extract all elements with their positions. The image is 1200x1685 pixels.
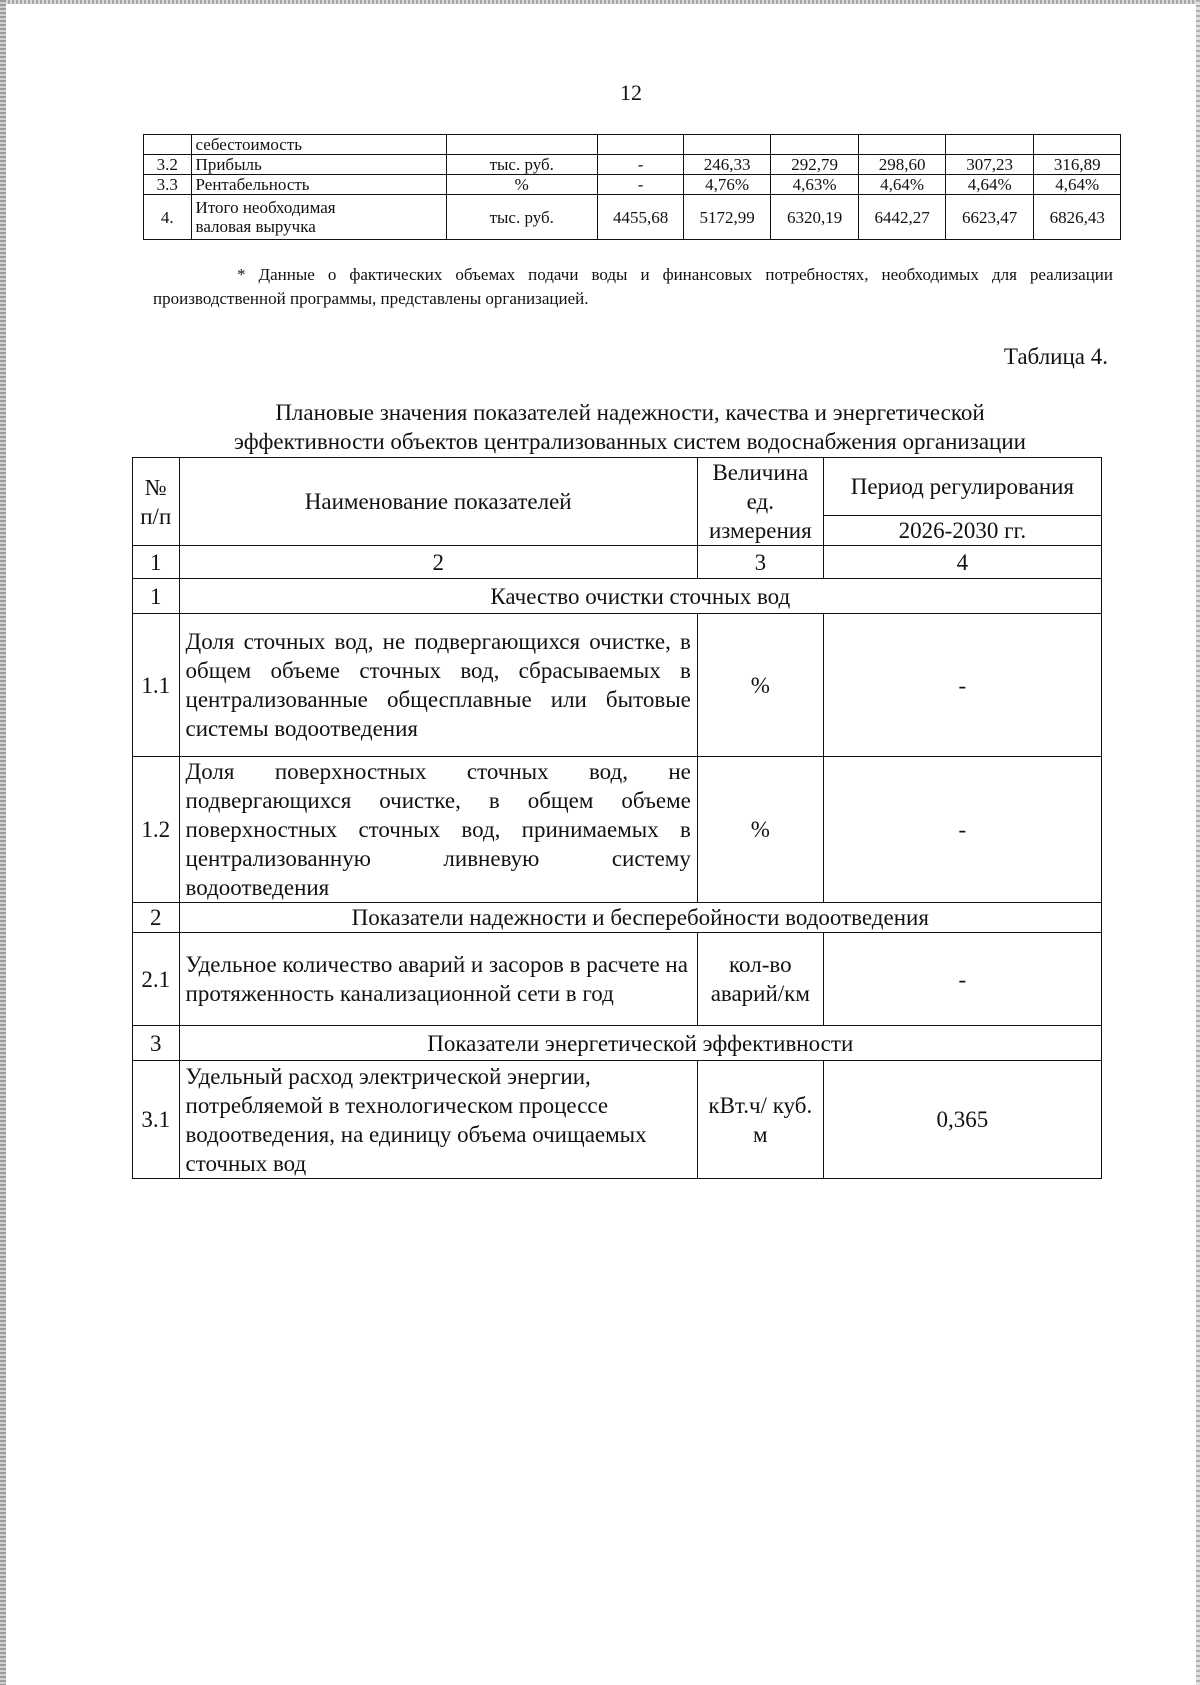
- row-number: 4.: [144, 195, 192, 240]
- row-value: 292,79: [770, 155, 859, 175]
- column-number: 2: [179, 546, 697, 579]
- row-value: -: [823, 614, 1101, 757]
- row-number: [144, 135, 192, 155]
- row-unit: кол-во аварий/км: [697, 933, 823, 1026]
- row-value: [1034, 135, 1121, 155]
- scan-edge-top: [0, 0, 1200, 4]
- row-value: 4,63%: [770, 175, 859, 195]
- scan-edge-left: [0, 0, 6, 1685]
- section-number: 1: [133, 579, 180, 614]
- row-value: [597, 135, 683, 155]
- table-row: [144, 195, 1121, 240]
- row-value: [770, 135, 859, 155]
- row-name: Доля сточных вод, не подвергающихся очистке, в общем объеме сточных вод, сбрасываемых в централизованные общесплавные или бытовые системы водоотведения: [179, 614, 697, 757]
- section-title: Показатели надежности и бесперебойности водоотведения: [179, 903, 1101, 933]
- header-row: [133, 458, 1102, 516]
- row-value: 246,33: [684, 155, 770, 175]
- table-row: [144, 135, 1121, 155]
- row-unit: %: [697, 757, 823, 903]
- row-name-line: валовая выручка: [195, 217, 316, 236]
- table-title: [150, 398, 1110, 456]
- row-value: 6442,27: [859, 195, 945, 240]
- section-title: Показатели энергетической эффективности: [179, 1026, 1101, 1061]
- row-name: себестоимость: [191, 135, 446, 155]
- section-row: [133, 1026, 1102, 1061]
- header-period: Период регулирования: [823, 458, 1101, 516]
- table-label: Таблица 4.: [1003, 344, 1108, 369]
- row-name-line: Итого необходимая: [195, 198, 336, 217]
- table-title-line: Плановые значения показателей надежности, качества и энергетической: [275, 400, 985, 425]
- row-value: 298,60: [859, 155, 945, 175]
- column-number: 4: [823, 546, 1101, 579]
- section-number: 2: [133, 903, 180, 933]
- row-value: 0,365: [823, 1061, 1101, 1179]
- row-value: 4455,68: [597, 195, 683, 240]
- row-unit: [446, 135, 597, 155]
- table-title-line: эффективности объектов централизованных систем водоснабжения организации: [234, 429, 1026, 454]
- row-unit: тыс. руб.: [446, 155, 597, 175]
- row-value: [684, 135, 770, 155]
- financial-table: [143, 134, 1121, 240]
- row-value: -: [823, 933, 1101, 1026]
- table-row: [144, 175, 1121, 195]
- row-number: 1.1: [133, 614, 180, 757]
- indicators-table: [132, 457, 1102, 1179]
- table-row: [133, 757, 1102, 903]
- row-value: 307,23: [945, 155, 1034, 175]
- column-number: 1: [133, 546, 180, 579]
- row-value: 6320,19: [770, 195, 859, 240]
- row-value: 6623,47: [945, 195, 1034, 240]
- row-name: Прибыль: [191, 155, 446, 175]
- row-unit: тыс. руб.: [446, 195, 597, 240]
- header-name: Наименование показателей: [179, 458, 697, 546]
- table-row: [133, 933, 1102, 1026]
- row-value: -: [597, 155, 683, 175]
- row-number: 1.2: [133, 757, 180, 903]
- row-value: -: [597, 175, 683, 195]
- row-name: Удельный расход электрической энергии, потребляемой в технологическом процессе водоотведения, на единицу объема очищаемых сточных вод: [179, 1061, 697, 1179]
- header-period-value: 2026-2030 гг.: [823, 516, 1101, 546]
- column-number: 3: [697, 546, 823, 579]
- row-number: 3.2: [144, 155, 192, 175]
- section-row: [133, 579, 1102, 614]
- row-number: 3.3: [144, 175, 192, 195]
- header-unit: Величина ед. измерения: [697, 458, 823, 546]
- row-unit: %: [446, 175, 597, 195]
- row-value: 6826,43: [1034, 195, 1121, 240]
- row-value: [859, 135, 945, 155]
- row-value: 5172,99: [684, 195, 770, 240]
- row-value: -: [823, 757, 1101, 903]
- table-row: [133, 614, 1102, 757]
- table-row: [144, 155, 1121, 175]
- section-number: 3: [133, 1026, 180, 1061]
- row-number: 3.1: [133, 1061, 180, 1179]
- section-title: Качество очистки сточных вод: [179, 579, 1101, 614]
- row-name: Рентабельность: [191, 175, 446, 195]
- row-number: 2.1: [133, 933, 180, 1026]
- row-name: Удельное количество аварий и засоров в расчете на протяженность канализационной сети в год: [179, 933, 697, 1026]
- column-number-row: [133, 546, 1102, 579]
- row-value: [945, 135, 1034, 155]
- row-unit: кВт.ч/ куб. м: [697, 1061, 823, 1179]
- row-value: 316,89: [1034, 155, 1121, 175]
- header-number: № п/п: [133, 458, 180, 546]
- page-number: 12: [620, 80, 642, 105]
- row-value: 4,64%: [1034, 175, 1121, 195]
- section-row: [133, 903, 1102, 933]
- row-unit: %: [697, 614, 823, 757]
- row-value: 4,64%: [945, 175, 1034, 195]
- row-value: 4,76%: [684, 175, 770, 195]
- scan-edge-right: [1196, 0, 1200, 1685]
- row-name: Доля поверхностных сточных вод, не подвергающихся очистке, в общем объеме поверхностных сточных вод, принимаемых в централизованную ливневую систему водоотведения: [179, 757, 697, 903]
- row-name: [191, 195, 446, 240]
- footnote: * Данные о фактических объемах подачи воды и финансовых потребностях, необходимых для реализации производственной программы, представлены организацией.: [153, 265, 1113, 308]
- table-row: [133, 1061, 1102, 1179]
- row-value: 4,64%: [859, 175, 945, 195]
